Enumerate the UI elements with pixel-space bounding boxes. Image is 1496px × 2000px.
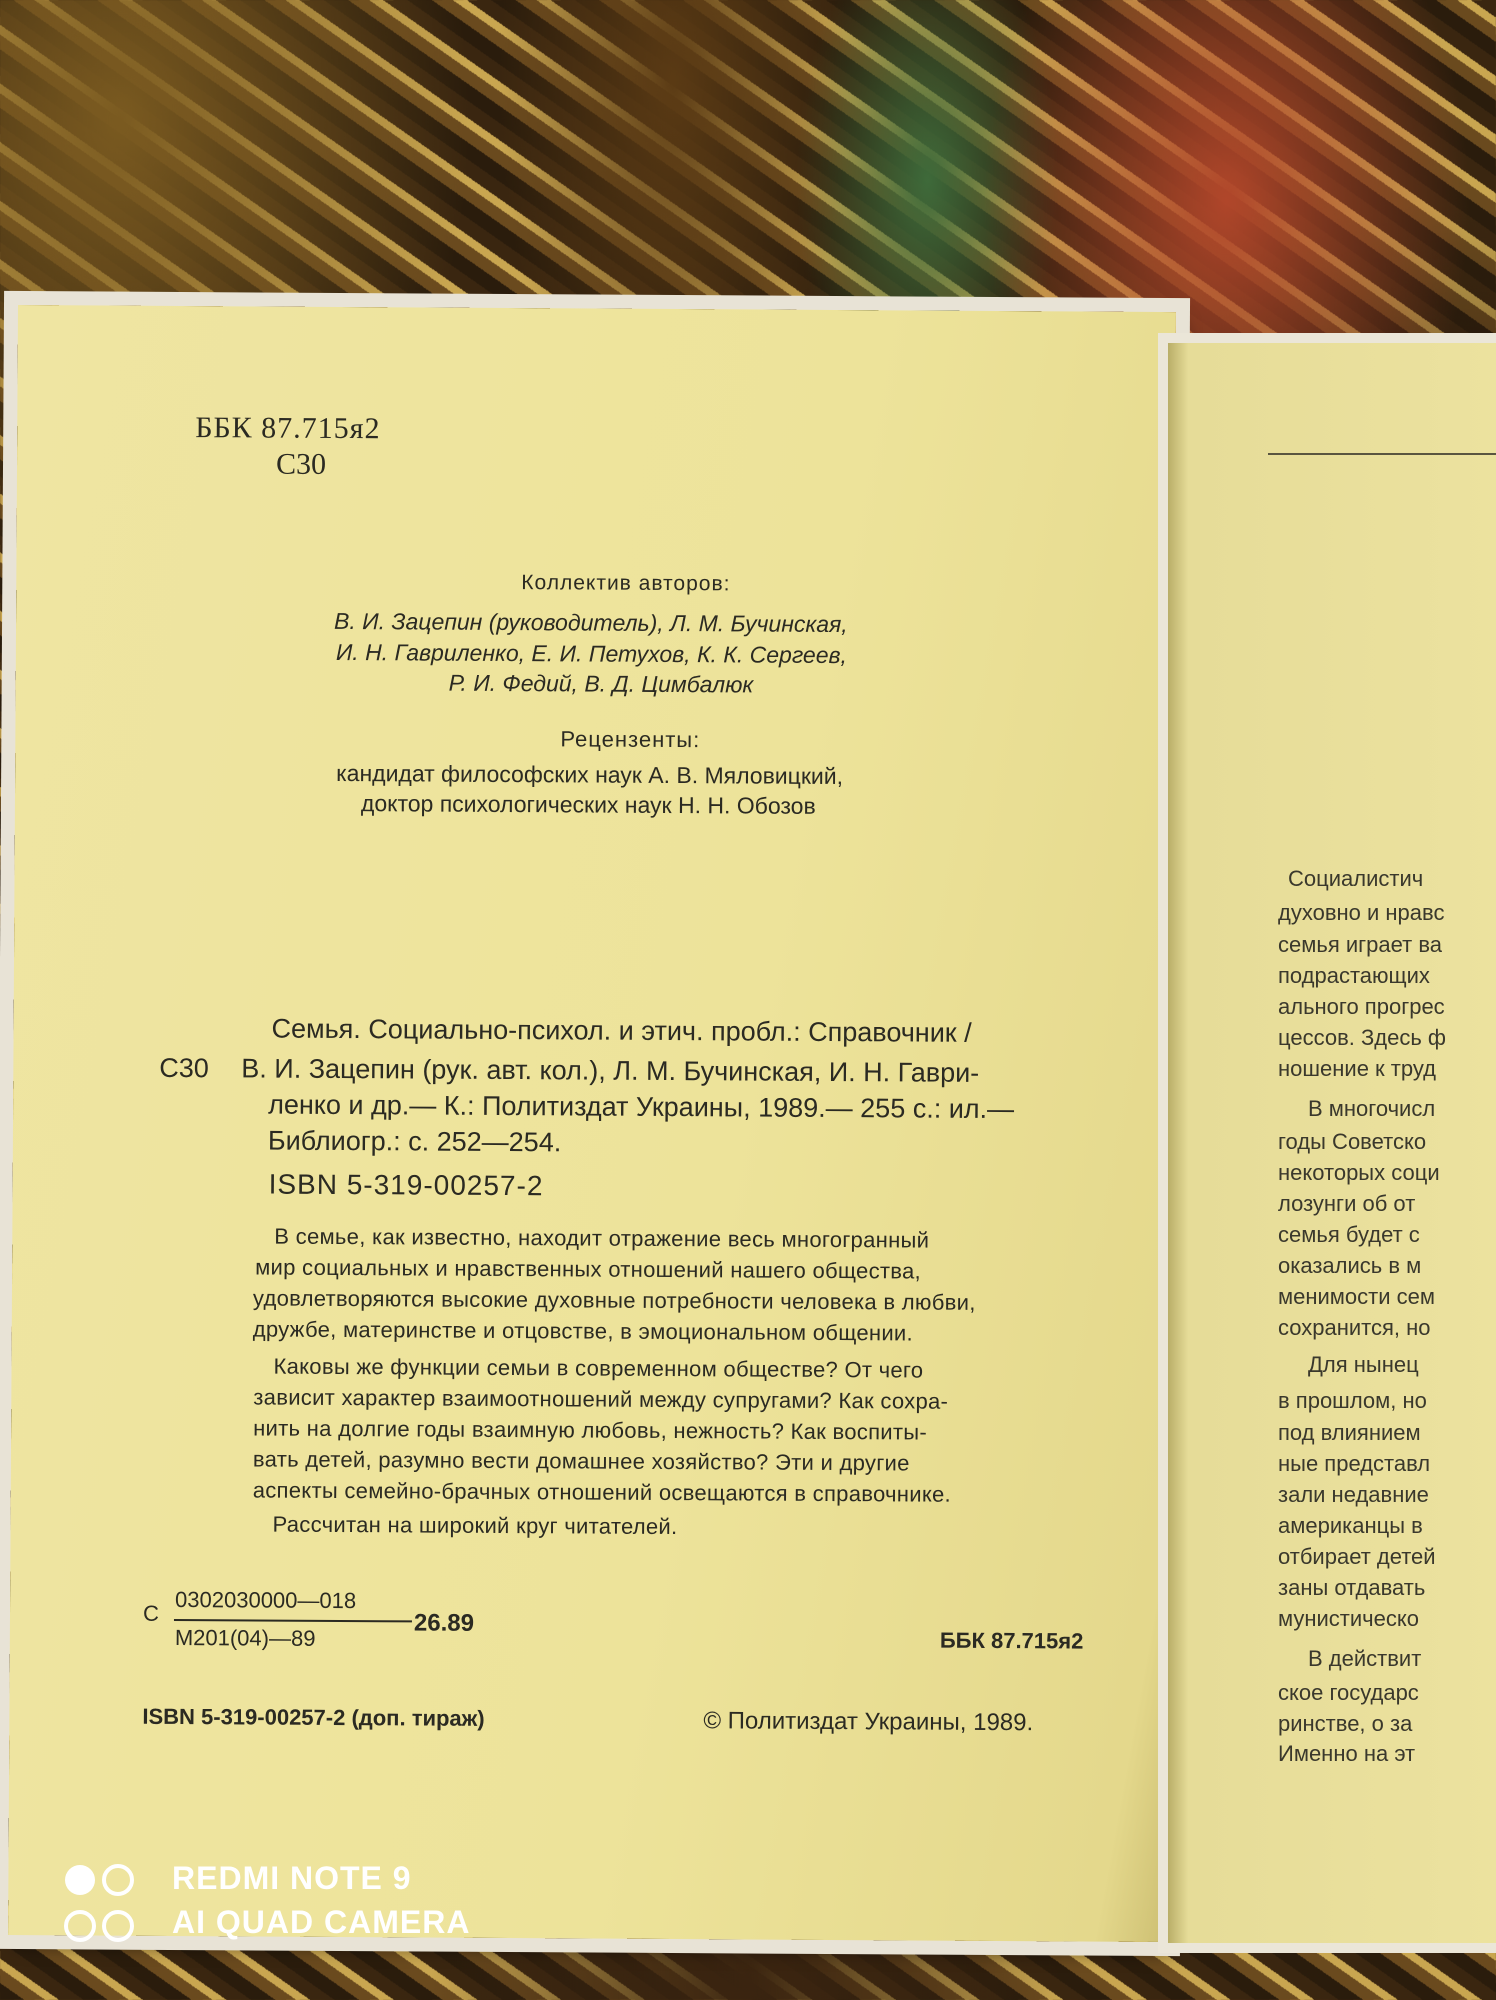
right-page-line: некоторых соци	[1278, 1160, 1440, 1185]
catalog-prefix: С	[142, 1600, 159, 1626]
right-page-line: ального прогрес	[1278, 994, 1445, 1019]
annotation-line: удовлетворяются высокие духовные потребности человека в любви,	[252, 1285, 976, 1315]
right-page-line: оказались в м	[1278, 1253, 1422, 1278]
annotation-line: вать детей, разумно вести домашнее хозяйство? Эти и другие	[252, 1446, 910, 1476]
right-page-line: Социалистич	[1288, 866, 1424, 891]
right-page-line: заны отдавать	[1278, 1575, 1426, 1600]
header-rule	[1268, 453, 1496, 455]
right-page-line: отбирает детей	[1278, 1544, 1436, 1569]
authors-line: Р. И. Федий, В. Д. Цимбалюк	[448, 669, 754, 698]
catalog-numerator: 0302030000—018	[175, 1586, 357, 1614]
annotation-line: дружбе, материнстве и отцовстве, в эмоциональном общении.	[252, 1316, 914, 1346]
margin-mark: С30	[159, 1052, 209, 1084]
annotation-line: мир социальных и нравственных отношений нашего общества,	[255, 1254, 922, 1284]
catalog-price: 26.89	[413, 1609, 475, 1637]
watermark-camera: AI QUAD CAMERA	[172, 1904, 471, 1940]
biblio-line: Семья. Социально-психол. и этич. пробл.: Справочник /	[271, 1013, 972, 1048]
annotation-line: В семье, как известно, находит отражение весь многогранный	[274, 1223, 930, 1253]
right-page-line: мунистическо	[1278, 1606, 1419, 1631]
right-page	[1168, 343, 1496, 1943]
left-page	[8, 305, 1176, 1942]
right-page-line: сохранится, но	[1278, 1315, 1431, 1340]
biblio-line: Библиогр.: с. 252—254.	[267, 1125, 562, 1158]
right-page-line: годы Советско	[1278, 1129, 1427, 1154]
authors-line: В. И. Зацепин (руководитель), Л. М. Бучинская,	[333, 607, 848, 638]
biblio-line: В. И. Зацепин (рук. авт. кол.), Л. М. Бучинская, И. Н. Гаври-	[241, 1053, 980, 1088]
camera-watermark	[62, 1860, 502, 1950]
watermark-model: REDMI NOTE 9	[172, 1860, 412, 1896]
right-page-line: семья будет с	[1278, 1222, 1420, 1247]
reviewer-line: доктор психологических наук Н. Н. Обозов	[360, 790, 816, 819]
right-page-line: лозунги об от	[1278, 1191, 1416, 1216]
authors-heading: Коллектив авторов:	[521, 571, 731, 596]
right-page-line: ское государс	[1278, 1680, 1419, 1705]
isbn-bottom: ISBN 5-319-00257-2 (доп. тираж)	[142, 1703, 485, 1731]
right-page-line: духовно и нравс	[1278, 900, 1445, 925]
right-page-line: менимости сем	[1278, 1284, 1435, 1309]
isbn-main: ISBN 5-319-00257-2	[268, 1168, 544, 1202]
annotation-line: нить на долгие годы взаимную любовь, нежность? Как воспиты-	[253, 1415, 928, 1445]
reviewers-heading: Рецензенты:	[560, 726, 701, 753]
annotation-line: зависит характер взаимоотношений между супругами? Как сохра-	[253, 1384, 949, 1414]
right-page-line: Именно на эт	[1278, 1741, 1416, 1766]
authors-line: И. Н. Гавриленко, Е. И. Петухов, К. К. Сергеев,	[335, 638, 848, 669]
right-page-line: семья играет ва	[1278, 932, 1443, 957]
reviewer-line: кандидат философских наук А. В. Мяловицкий,	[336, 759, 844, 790]
right-page-line: зали недавние	[1278, 1482, 1429, 1507]
right-page-line: американцы в	[1278, 1513, 1423, 1538]
annotation-line: Рассчитан на широкий круг читателей.	[272, 1511, 678, 1540]
right-page-line: Для нынец	[1308, 1352, 1419, 1377]
open-book	[0, 275, 1496, 2000]
right-page-line: под влиянием	[1278, 1420, 1421, 1445]
right-page-line: ринстве, о за	[1278, 1711, 1413, 1736]
camera-logo-icon	[62, 1860, 142, 1950]
annotation-line: Каковы же функции семьи в современном обществе? От чего	[273, 1353, 924, 1383]
author-mark: С30	[275, 447, 327, 481]
fraction-bar	[174, 1619, 412, 1622]
right-page-line: ношение к труд	[1278, 1056, 1436, 1081]
right-page-line: в прошлом, но	[1278, 1388, 1427, 1413]
catalog-denominator: М201(04)—89	[174, 1624, 316, 1651]
right-page-line: подрастающих	[1278, 963, 1430, 988]
copyright-line: © Политиздат Украины, 1989.	[703, 1707, 1034, 1737]
right-page-line: ные представл	[1278, 1451, 1431, 1476]
annotation-line: аспекты семейно-брачных отношений освещаются в справочнике.	[252, 1477, 952, 1507]
right-page-line: В действит	[1308, 1646, 1422, 1671]
bbk-bottom: ББК 87.715я2	[939, 1627, 1084, 1654]
biblio-line: ленко и др.— К.: Политиздат Украины, 1989.— 255 с.: ил.—	[268, 1089, 1015, 1125]
right-page-line: цессов. Здесь ф	[1278, 1025, 1447, 1050]
right-page-line: В многочисл	[1308, 1096, 1436, 1121]
bbk-code: ББК 87.715я2	[195, 411, 381, 446]
